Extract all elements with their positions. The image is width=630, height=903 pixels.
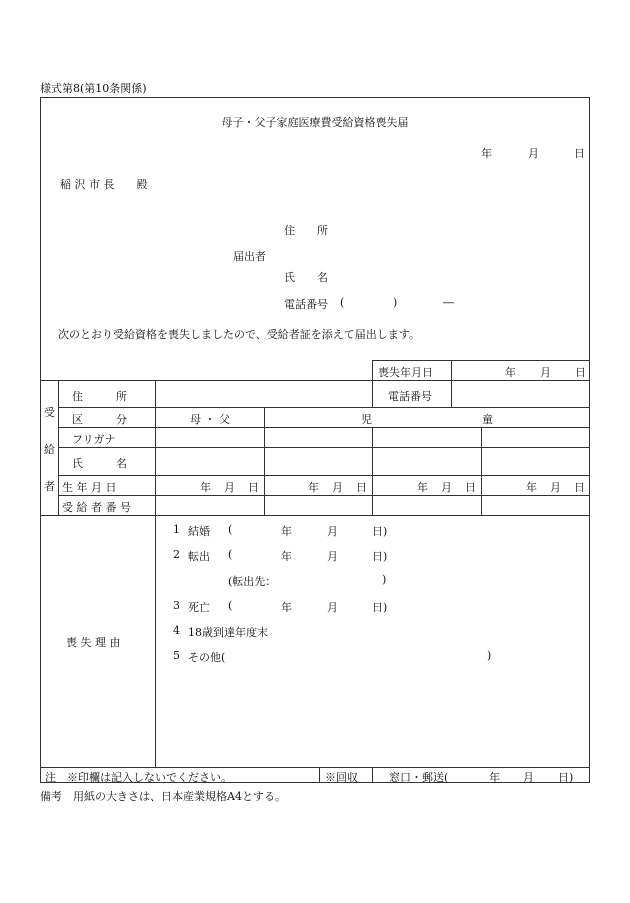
applicant-label: 届出者 [233, 250, 266, 263]
reason-2-destination: (転出先： [228, 575, 277, 588]
footer-note: 注 ※印欄は記入しないでください。 [45, 771, 232, 784]
reason-2-close: 日) [372, 550, 388, 563]
applicant-phone-label: 電話番号 [284, 298, 328, 311]
reason-1-num: 1 [173, 523, 180, 536]
child-label: 児 童 [361, 413, 493, 426]
recipient-address-label: 住 所 [72, 390, 127, 403]
reason-5-close: ) [487, 649, 492, 662]
recipient-side-1: 受 [44, 406, 55, 419]
loss-date-month: 月 [540, 366, 551, 379]
footer-method: 窓口・郵送( [389, 771, 449, 784]
reason-1-text: 結婚 [188, 525, 210, 538]
reason-1-year: 年 [281, 525, 292, 538]
reason-1-close: 日) [372, 525, 388, 538]
birth-day: 日 [574, 481, 585, 494]
reason-5-num: 5 [173, 649, 180, 662]
date-year: 年 [481, 147, 492, 160]
category-label: 区 分 [72, 413, 127, 426]
loss-date-day: 日 [575, 366, 586, 379]
birth-month: 月 [332, 481, 343, 494]
footer-year: 年 [489, 771, 500, 784]
reason-label: 喪 失 理 由 [66, 636, 121, 649]
parent-label: 母 ・ 父 [190, 413, 230, 426]
phone-dash: ― [443, 296, 454, 309]
recipient-side-3: 者 [44, 480, 55, 493]
reason-2-destination-close: ) [382, 573, 387, 586]
reason-3-year: 年 [281, 601, 292, 614]
reason-2-open: ( [228, 548, 233, 561]
reason-4-num: 4 [173, 624, 180, 637]
reason-5-text: その他( [188, 651, 226, 664]
reason-1-open: ( [228, 523, 233, 536]
footer-receipt: ※回収 [325, 771, 358, 784]
reason-2-month: 月 [327, 550, 338, 563]
birth-month: 月 [441, 481, 452, 494]
footer-day: 日) [558, 771, 574, 784]
birth-month: 月 [550, 481, 561, 494]
recipient-phone-label: 電話番号 [388, 390, 432, 403]
birth-month: 月 [224, 481, 235, 494]
form-title: 母子・父子家庭医療費受給資格喪失届 [221, 116, 409, 129]
reason-2-year: 年 [281, 550, 292, 563]
furigana-label: フリガナ [72, 433, 116, 446]
recipient-side-2: 給 [44, 443, 55, 456]
form-number: 様式第8(第10条関係) [40, 82, 147, 95]
reason-4-text: 18歳到達年度末 [188, 626, 268, 639]
reason-3-open: ( [228, 599, 233, 612]
birth-year: 年 [417, 481, 428, 494]
reason-2-num: 2 [173, 548, 180, 561]
applicant-name-label: 氏 名 [284, 271, 328, 284]
reason-3-close: 日) [372, 601, 388, 614]
remark: 備考 用紙の大きさは、日本産業規格A4とする。 [40, 790, 286, 803]
birth-day: 日 [356, 481, 367, 494]
footer-month: 月 [523, 771, 534, 784]
loss-date-label: 喪失年月日 [378, 366, 433, 379]
birth-day: 日 [465, 481, 476, 494]
addressee: 稲 沢 市 長 殿 [60, 178, 148, 191]
recipient-name-label: 氏 名 [72, 457, 127, 470]
birth-label: 生 年 月 日 [62, 481, 117, 494]
loss-date-year: 年 [505, 366, 516, 379]
reason-2-text: 転出 [188, 550, 210, 563]
form-frame [40, 97, 590, 783]
birth-year: 年 [526, 481, 537, 494]
reason-3-num: 3 [173, 599, 180, 612]
phone-open: ( [340, 296, 345, 309]
birth-day: 日 [248, 481, 259, 494]
reason-3-text: 死亡 [188, 601, 210, 614]
applicant-address-label: 住 所 [284, 224, 328, 237]
date-month: 月 [528, 147, 539, 160]
reason-3-month: 月 [327, 601, 338, 614]
phone-close: ) [393, 296, 398, 309]
birth-year: 年 [308, 481, 319, 494]
recipient-number-label: 受 給 者 番 号 [62, 501, 131, 514]
birth-year: 年 [200, 481, 211, 494]
reason-1-month: 月 [327, 525, 338, 538]
date-day: 日 [574, 147, 585, 160]
statement: 次のとおり受給資格を喪失しましたので、受給者証を添えて届出します。 [58, 328, 420, 341]
